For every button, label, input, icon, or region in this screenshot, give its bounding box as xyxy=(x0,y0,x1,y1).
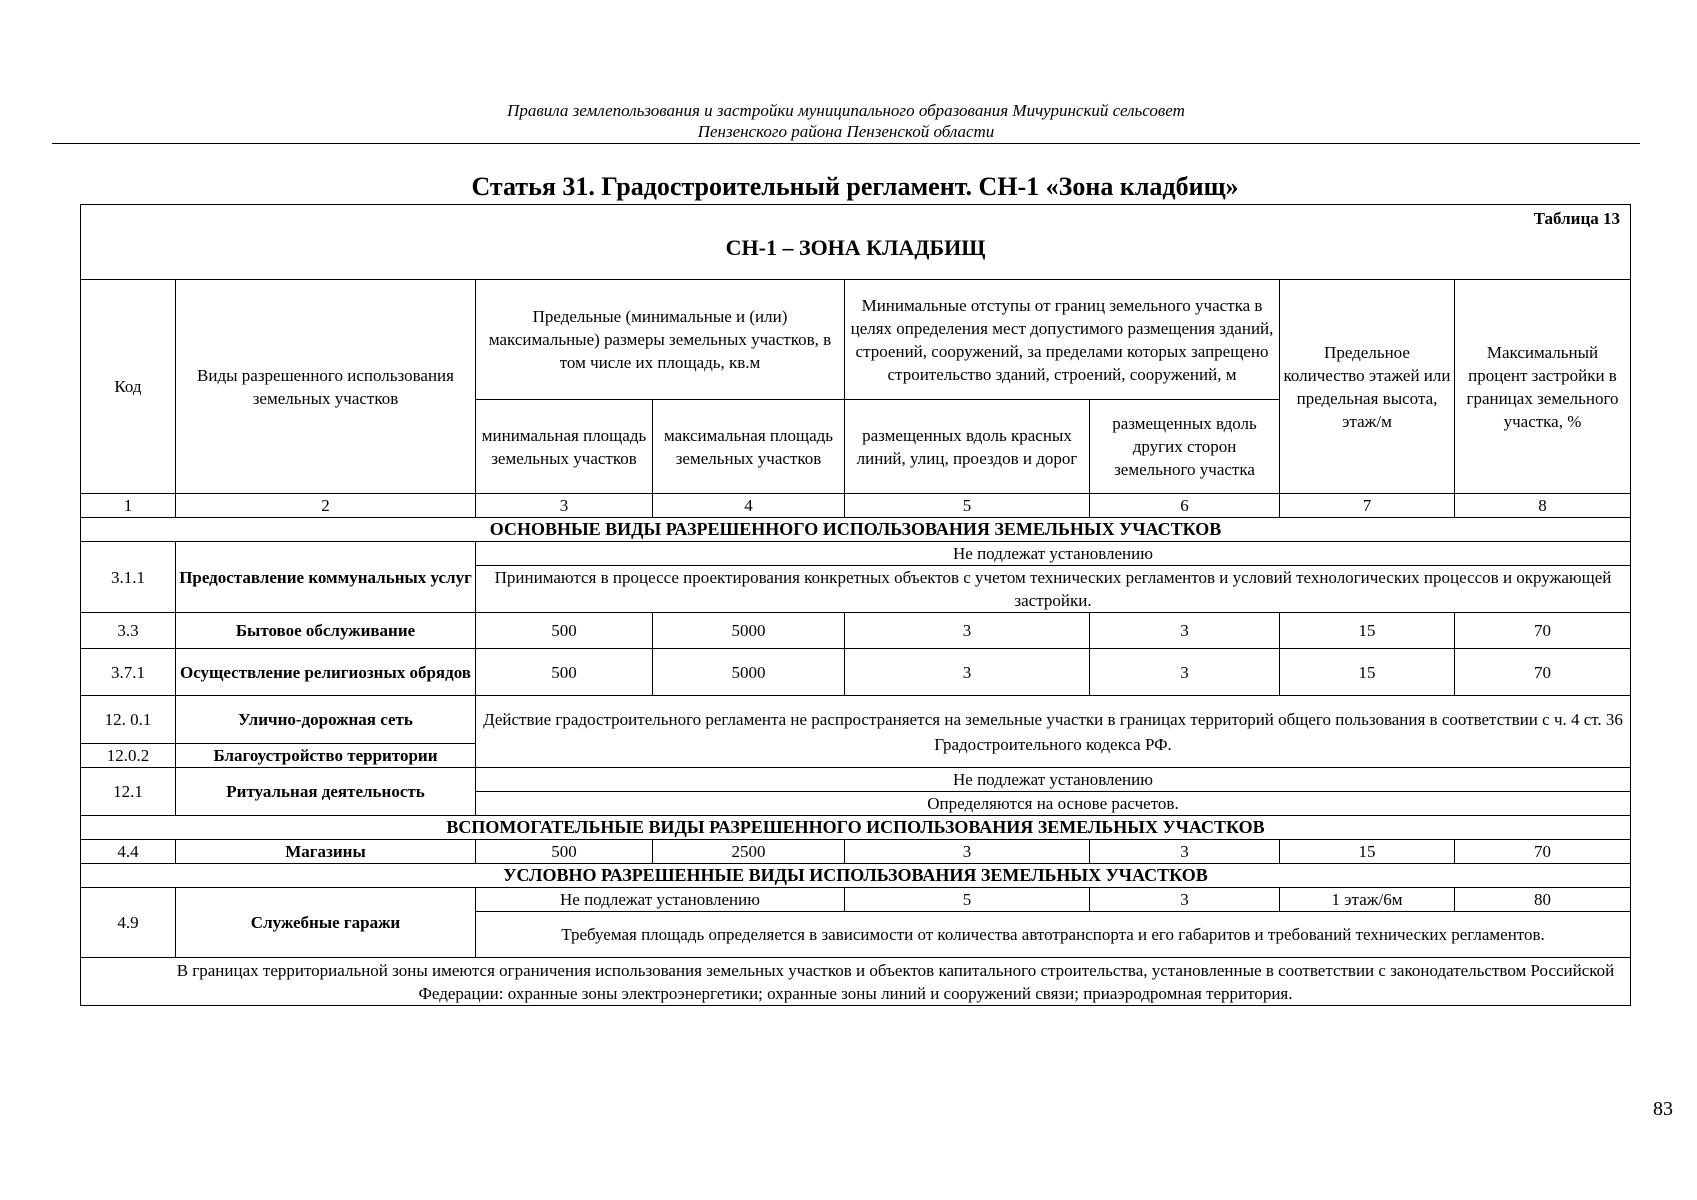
running-header-line-1: Правила землепользования и застройки муниципального образования Мичуринский сельсовет xyxy=(507,101,1185,120)
row-code: 12.0.2 xyxy=(81,744,176,768)
row-name: Бытовое обслуживание xyxy=(176,613,476,649)
row-value-merged: Не подлежат установлению xyxy=(476,542,1631,566)
section-conditional-row xyxy=(81,864,1631,888)
table-row xyxy=(81,768,1631,792)
row-code: 3.7.1 xyxy=(81,649,176,696)
column-number: 2 xyxy=(176,494,476,518)
row-name: Улично-дорожная сеть xyxy=(176,696,476,744)
row-setback-other: 3 xyxy=(1090,840,1280,864)
row-name: Благоустройство территории xyxy=(176,744,476,768)
header-setback-other: размещенных вдоль других сторон земельного участка xyxy=(1090,400,1280,494)
running-header-line-2: Пензенского района Пензенской области xyxy=(697,122,995,141)
header-floors: Предельное количество этажей или предельная высота, этаж/м xyxy=(1280,280,1455,494)
row-setback-red-lines: 5 xyxy=(845,888,1090,912)
row-min-area: 500 xyxy=(476,840,653,864)
row-coverage: 70 xyxy=(1455,613,1631,649)
column-number: 1 xyxy=(81,494,176,518)
row-name: Служебные гаражи xyxy=(176,888,476,958)
table-title-cell xyxy=(81,205,1631,280)
regulation-table xyxy=(80,204,1631,1006)
row-min-area: 500 xyxy=(476,649,653,696)
row-name: Ритуальная деятельность xyxy=(176,768,476,816)
section-main-row xyxy=(81,518,1631,542)
column-numbers-row xyxy=(81,494,1631,518)
header-setback-red-lines: размещенных вдоль красных линий, улиц, проездов и дорог xyxy=(845,400,1090,494)
row-setback-other: 3 xyxy=(1090,613,1280,649)
row-code: 4.9 xyxy=(81,888,176,958)
row-value-merged: Не подлежат установлению xyxy=(476,768,1631,792)
row-code: 3.3 xyxy=(81,613,176,649)
table-row xyxy=(81,840,1631,864)
column-number: 5 xyxy=(845,494,1090,518)
row-coverage: 80 xyxy=(1455,888,1631,912)
column-number: 3 xyxy=(476,494,653,518)
row-floors: 1 этаж/6м xyxy=(1280,888,1455,912)
column-number: 4 xyxy=(653,494,845,518)
table-row xyxy=(81,696,1631,744)
section-auxiliary-row xyxy=(81,816,1631,840)
column-number: 8 xyxy=(1455,494,1631,518)
header-setbacks: Минимальные отступы от границ земельного участка в целях определения мест допустимого размещения зданий, строений, сооружений, за пределами которых запрещено строительство зданий, строений, сооружений, м xyxy=(845,280,1280,400)
row-max-area: 5000 xyxy=(653,613,845,649)
section-conditional: УСЛОВНО РАЗРЕШЕННЫЕ ВИДЫ ИСПОЛЬЗОВАНИЯ ЗЕМЕЛЬНЫХ УЧАСТКОВ xyxy=(81,864,1631,888)
zone-title: СН-1 – ЗОНА КЛАДБИЩ xyxy=(725,234,986,260)
row-area-merged: Не подлежат установлению xyxy=(476,888,845,912)
row-coverage: 70 xyxy=(1455,649,1631,696)
row-code: 12. 0.1 xyxy=(81,696,176,744)
header-use-types: Виды разрешенного использования земельных участков xyxy=(176,280,476,494)
header-code: Код xyxy=(81,280,176,494)
column-number: 6 xyxy=(1090,494,1280,518)
table-row xyxy=(81,613,1631,649)
row-setback-other: 3 xyxy=(1090,888,1280,912)
section-main: ОСНОВНЫЕ ВИДЫ РАЗРЕШЕННОГО ИСПОЛЬЗОВАНИЯ ЗЕМЕЛЬНЫХ УЧАСТКОВ xyxy=(81,518,1631,542)
header-row-1 xyxy=(81,280,1631,400)
row-name: Осуществление религиозных обрядов xyxy=(176,649,476,696)
header-plot-sizes: Предельные (минимальные и (или) максимальные) размеры земельных участков, в том числе их площадь, кв.м xyxy=(476,280,845,400)
row-code: 3.1.1 xyxy=(81,542,176,613)
table-row xyxy=(81,542,1631,566)
column-number: 7 xyxy=(1280,494,1455,518)
row-name: Предоставление коммунальных услуг xyxy=(176,542,476,613)
section-auxiliary: ВСПОМОГАТЕЛЬНЫЕ ВИДЫ РАЗРЕШЕННОГО ИСПОЛЬЗОВАНИЯ ЗЕМЕЛЬНЫХ УЧАСТКОВ xyxy=(81,816,1631,840)
row-floors: 15 xyxy=(1280,613,1455,649)
row-value-merged: Требуемая площадь определяется в зависимости от количества автотранспорта и его габаритов и требований технических регламентов. xyxy=(476,912,1631,958)
row-setback-red-lines: 3 xyxy=(845,613,1090,649)
row-note-general-use: Действие градостроительного регламента не распространяется на земельные участки в границах территорий общего пользования в соответствии с ч. 4 ст. 36 Градостроительного кодекса РФ. xyxy=(476,696,1631,768)
row-max-area: 5000 xyxy=(653,649,845,696)
row-coverage: 70 xyxy=(1455,840,1631,864)
article-title: Статья 31. Градостроительный регламент. СН-1 «Зона кладбищ» xyxy=(471,172,1239,201)
footnote: В границах территориальной зоны имеются ограничения использования земельных участков и объектов капитального строительства, установленные в соответствии с законодательством Российской Федерации: охранные зоны электроэнергетики; охранные зоны линий и сооружений связи; приаэродромная территория. xyxy=(81,958,1631,1006)
header-coverage: Максимальный процент застройки в границах земельного участка, % xyxy=(1455,280,1631,494)
row-value-merged: Определяются на основе расчетов. xyxy=(476,792,1631,816)
page-number: 83 xyxy=(1653,1098,1673,1120)
row-code: 12.1 xyxy=(81,768,176,816)
row-code: 4.4 xyxy=(81,840,176,864)
table-row xyxy=(81,888,1631,912)
header-min-area: минимальная площадь земельных участков xyxy=(476,400,653,494)
row-name: Магазины xyxy=(176,840,476,864)
row-floors: 15 xyxy=(1280,840,1455,864)
table-title-row xyxy=(81,205,1631,280)
row-setback-red-lines: 3 xyxy=(845,649,1090,696)
row-setback-other: 3 xyxy=(1090,649,1280,696)
row-value-merged: Принимаются в процессе проектирования конкретных объектов с учетом технических регламентов и условий технологических процессов и окружающей застройки. xyxy=(476,566,1631,613)
row-setback-red-lines: 3 xyxy=(845,840,1090,864)
row-max-area: 2500 xyxy=(653,840,845,864)
table-number: Таблица 13 xyxy=(1533,209,1620,228)
running-header xyxy=(52,100,1640,144)
header-max-area: максимальная площадь земельных участков xyxy=(653,400,845,494)
row-floors: 15 xyxy=(1280,649,1455,696)
footnote-row xyxy=(81,958,1631,1006)
row-min-area: 500 xyxy=(476,613,653,649)
table-row xyxy=(81,649,1631,696)
